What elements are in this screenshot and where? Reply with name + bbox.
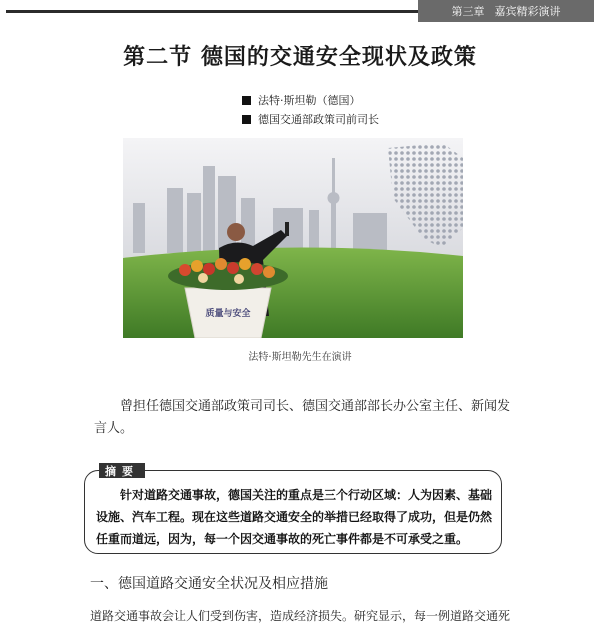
square-bullet-icon xyxy=(242,115,251,124)
abstract-text-block xyxy=(96,484,496,550)
chapter-title: 嘉宾精彩演讲 xyxy=(494,5,561,18)
speaker-bio xyxy=(94,396,514,440)
photo-caption: 法特·斯坦勒先生在演讲 xyxy=(248,352,352,363)
author-role: 德国交通部政策司前司长 xyxy=(258,113,379,126)
subsection-heading: 一、德国道路交通安全状况及相应措施 xyxy=(90,576,328,592)
speaker-photo xyxy=(123,138,463,338)
chapter-number: 第三章 xyxy=(451,5,485,18)
author-role-line xyxy=(242,111,379,127)
section-title: 第二节 德国的交通安全现状及政策 xyxy=(123,44,477,70)
body-text-line: 道路交通事故会让人们受到伤害，造成经济损失。研究显示，每一例道路交通死 xyxy=(90,609,511,623)
square-bullet-icon xyxy=(242,96,251,105)
abstract-label: 摘要 xyxy=(99,463,145,478)
author-name-line xyxy=(242,92,379,108)
abstract-text: 针对道路交通事故，德国关注的重点是三个行动区域：人为因素、基础设施、汽车工程。现在这些道路交通安全的举措已经取得了成功，但是仍然任重而道远，因为，每一个因交通事故的死亡事件都是不可承受之重。 xyxy=(96,488,493,546)
author-name: 法特·斯坦勒（德国） xyxy=(258,94,361,107)
bio-text: 曾担任德国交通部政策司司长、德国交通部部长办公室主任、新闻发言人。 xyxy=(94,399,511,436)
podium-text: 质量与安全 xyxy=(205,309,251,319)
author-block xyxy=(242,92,379,130)
running-header xyxy=(418,0,594,22)
